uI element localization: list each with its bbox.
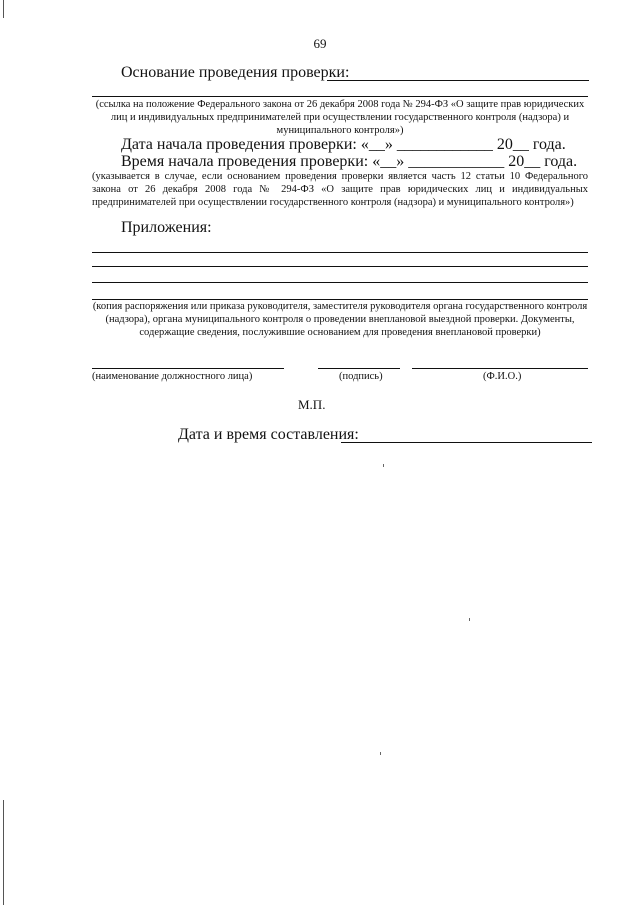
basis-label: Основание проведения проверки: — [121, 64, 350, 81]
compiled-fill-line[interactable] — [341, 442, 592, 443]
signature-caption: (подпись) — [339, 371, 383, 382]
start-date-label: Дата начала проведения проверки: «__» ____________ 20__ года. — [121, 136, 566, 153]
page-number: 69 — [313, 36, 327, 51]
signature-line[interactable] — [318, 368, 400, 369]
scan-speck — [469, 618, 470, 621]
name-line[interactable] — [412, 368, 588, 369]
scan-speck — [383, 464, 384, 467]
scan-edge-mark-top — [3, 0, 4, 18]
name-caption: (Ф.И.О.) — [483, 371, 522, 382]
basis-note: (ссылка на положение Федерального закона от 26 декабря 2008 года № 294-ФЗ «О защите прав юридических лиц и индивидуальных предпринимателей при осуществлении государственного контроля (надзора) и муниципального контроля») — [95, 99, 585, 136]
attachments-label: Приложения: — [121, 219, 212, 236]
start-time-note: (указывается в случае, если основанием проведения проверки является часть 12 статьи 10 Федерального закона от 26 декабря 2008 года № 294-ФЗ «О защите прав юридических лиц и индивидуальных предпринимателей при осуществлении государственного контроля (надзора) и муниципального контроля») — [92, 171, 588, 208]
basis-fill-line-2[interactable] — [92, 96, 588, 97]
scan-speck — [380, 752, 381, 755]
attachments-line-2[interactable] — [92, 266, 588, 267]
start-time-label: Время начала проведения проверки: «__» ____________ 20__ года. — [121, 153, 578, 170]
position-caption: (наименование должностного лица) — [92, 371, 253, 382]
compiled-label: Дата и время составления: — [178, 426, 359, 443]
scan-edge-mark-bottom — [3, 800, 4, 905]
attachments-note: (копия распоряжения или приказа руководителя, заместителя руководителя органа государственного контроля (надзора), органа муниципального контроля о проведении внеплановой выездной проверки. Документы, содержащие сведения, послужившие основанием для проведения внеплановой проверки) — [92, 301, 588, 338]
basis-fill-line[interactable] — [327, 80, 589, 81]
position-line[interactable] — [92, 368, 284, 369]
attachments-line-1[interactable] — [92, 252, 588, 253]
stamp-label: М.П. — [298, 397, 326, 412]
attachments-line-3[interactable] — [92, 282, 588, 283]
